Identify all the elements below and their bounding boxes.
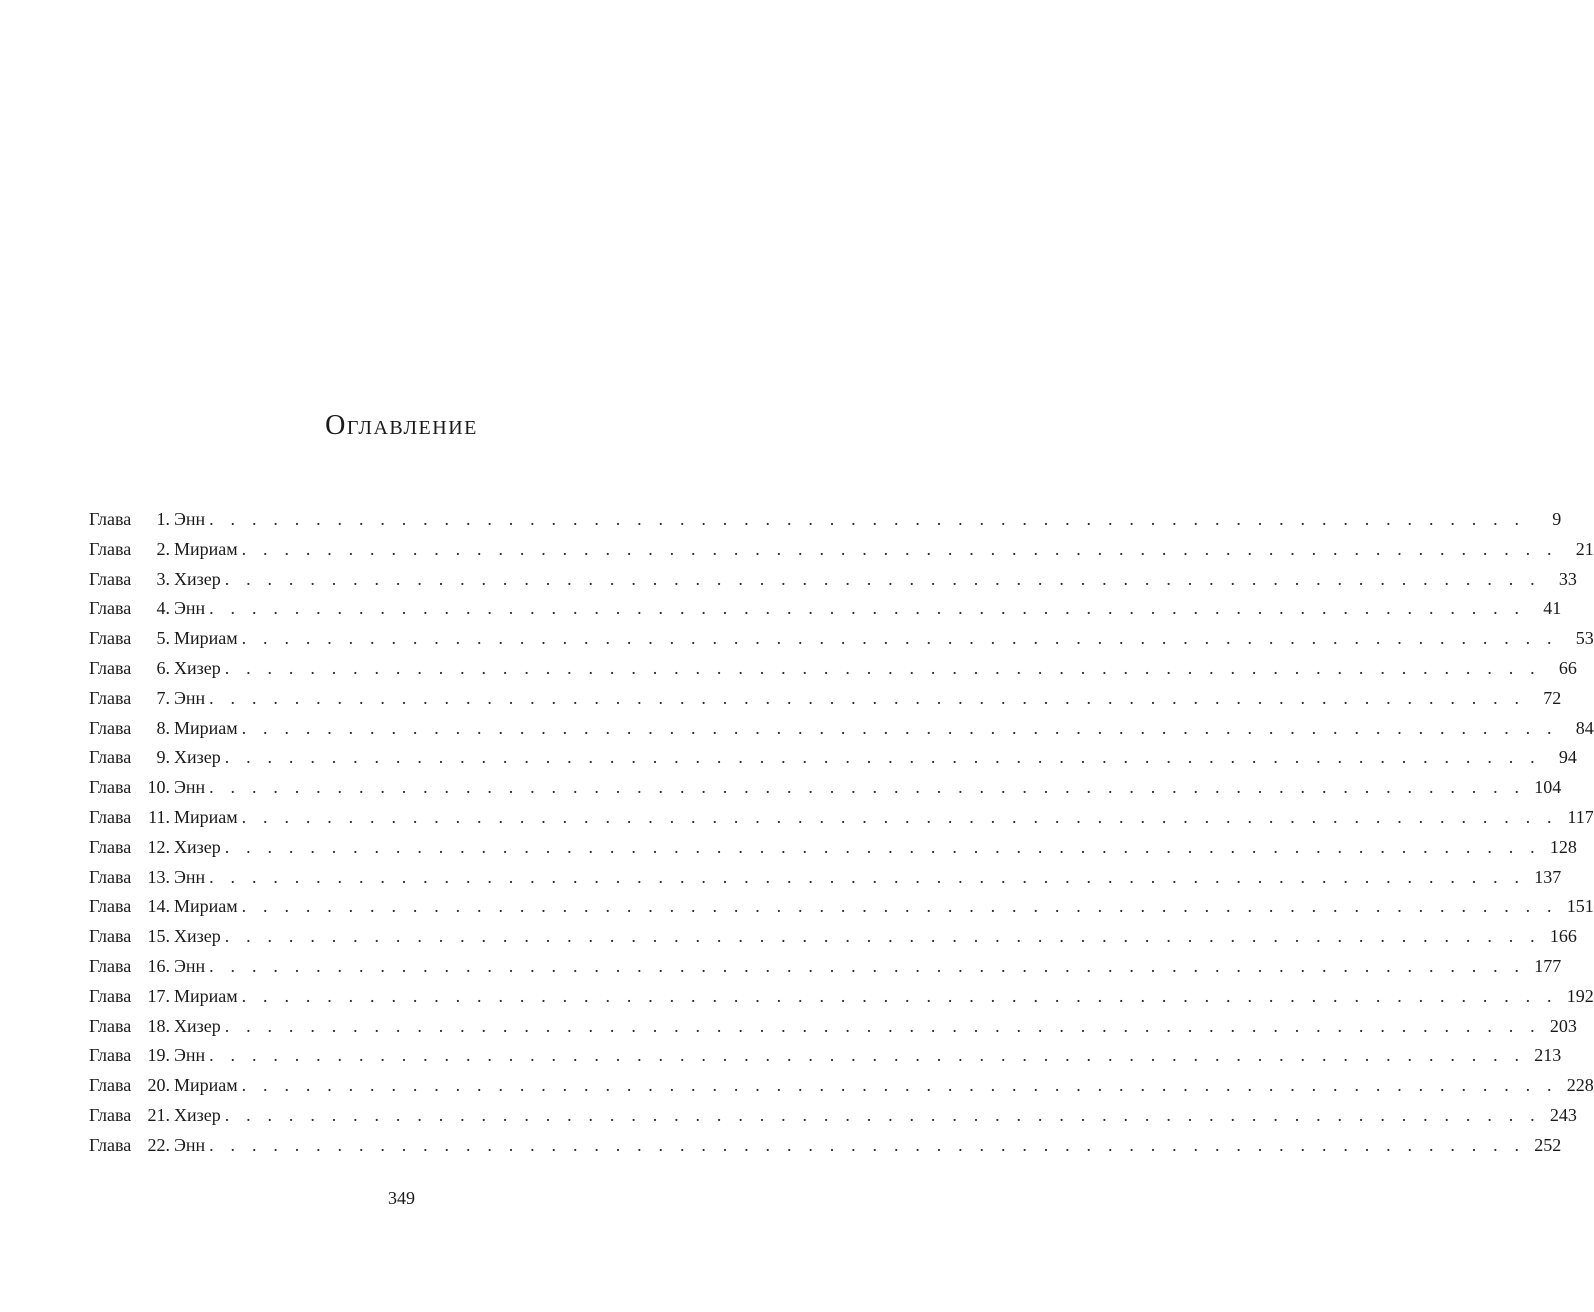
chapter-word: Глава bbox=[89, 1134, 132, 1155]
toc-entry[interactable] bbox=[89, 952, 1562, 982]
dot-leader: . . . . . . . . . . . . . . . . . . . . . . . . . . . . . . . . . . . . . . . . . . . . . . . . . . . . . . . . . . . . . . bbox=[209, 1045, 1526, 1066]
chapter-page-number: 21 bbox=[1575, 538, 1594, 559]
toc-entry[interactable] bbox=[89, 1131, 1562, 1161]
dot-leader: . . . . . . . . . . . . . . . . . . . . . . . . . . . . . . . . . . . . . . . . . . . . . . . . . . . . . . . . . . . . . . bbox=[209, 509, 1526, 529]
toc-entry[interactable] bbox=[89, 803, 1594, 833]
chapter-page-number: 203 bbox=[1549, 1015, 1577, 1036]
chapter-title: Энн bbox=[174, 598, 206, 619]
chapter-word: Глава bbox=[89, 509, 132, 529]
page-number: 349 bbox=[388, 1188, 415, 1208]
dot-leader: . . . . . . . . . . . . . . . . . . . . . . . . . . . . . . . . . . . . . . . . . . . . . . . . . . . . . . . . . . . . . . bbox=[224, 568, 1541, 589]
chapter-title: Мириам bbox=[174, 538, 238, 559]
chapter-number: 7. bbox=[156, 687, 170, 708]
toc-entry[interactable] bbox=[89, 892, 1594, 922]
chapter-page-number: 66 bbox=[1558, 657, 1577, 678]
chapter-page-number: 84 bbox=[1575, 717, 1594, 738]
chapter-number: 9. bbox=[156, 747, 170, 768]
chapter-number: 16. bbox=[147, 955, 170, 976]
chapter-title: Хизер bbox=[174, 568, 221, 589]
chapter-number: 22. bbox=[147, 1134, 170, 1155]
chapter-title: Хизер bbox=[174, 836, 221, 857]
chapter-title: Энн bbox=[174, 955, 206, 976]
dot-leader: . . . . . . . . . . . . . . . . . . . . . . . . . . . . . . . . . . . . . . . . . . . . . . . . . . . . . . . . . . . . . . bbox=[224, 1104, 1541, 1125]
chapter-word: Глава bbox=[89, 1104, 132, 1125]
dot-leader: . . . . . . . . . . . . . . . . . . . . . . . . . . . . . . . . . . . . . . . . . . . . . . . . . . . . . . . . . . . . . . bbox=[241, 1075, 1558, 1096]
chapter-number: 6. bbox=[156, 657, 170, 678]
chapter-word: Глава bbox=[89, 866, 132, 887]
chapter-page-number: 137 bbox=[1534, 866, 1562, 887]
dot-leader: . . . . . . . . . . . . . . . . . . . . . . . . . . . . . . . . . . . . . . . . . . . . . . . . . . . . . . . . . . . . . . bbox=[209, 777, 1526, 798]
toc-entry[interactable] bbox=[89, 505, 1562, 535]
toc-entry[interactable] bbox=[89, 565, 1577, 595]
toc-entry[interactable] bbox=[89, 863, 1562, 893]
toc-entry[interactable] bbox=[89, 624, 1594, 654]
chapter-page-number: 243 bbox=[1549, 1104, 1577, 1125]
chapter-number: 13. bbox=[147, 866, 170, 887]
dot-leader: . . . . . . . . . . . . . . . . . . . . . . . . . . . . . . . . . . . . . . . . . . . . . . . . . . . . . . . . . . . . . . bbox=[241, 985, 1558, 1006]
chapter-word: Глава bbox=[89, 568, 132, 589]
chapter-word: Глава bbox=[89, 1015, 132, 1036]
chapter-number: 17. bbox=[147, 985, 170, 1006]
dot-leader: . . . . . . . . . . . . . . . . . . . . . . . . . . . . . . . . . . . . . . . . . . . . . . . . . . . . . . . . . . . . . . bbox=[209, 866, 1526, 887]
toc-entry[interactable] bbox=[89, 654, 1577, 684]
chapter-page-number: 166 bbox=[1549, 926, 1577, 947]
dot-leader: . . . . . . . . . . . . . . . . . . . . . . . . . . . . . . . . . . . . . . . . . . . . . . . . . . . . . . . . . . . . . . bbox=[224, 926, 1541, 947]
chapter-word: Глава bbox=[89, 955, 132, 976]
chapter-page-number: 41 bbox=[1543, 598, 1562, 619]
chapter-word: Глава bbox=[89, 717, 132, 738]
chapter-title: Энн bbox=[174, 777, 206, 798]
chapter-title: Энн bbox=[174, 687, 206, 708]
dot-leader: . . . . . . . . . . . . . . . . . . . . . . . . . . . . . . . . . . . . . . . . . . . . . . . . . . . . . . . . . . . . . . bbox=[241, 806, 1558, 827]
chapter-number: 2. bbox=[156, 538, 170, 559]
dot-leader: . . . . . . . . . . . . . . . . . . . . . . . . . . . . . . . . . . . . . . . . . . . . . . . . . . . . . . . . . . . . . . bbox=[224, 747, 1541, 768]
dot-leader: . . . . . . . . . . . . . . . . . . . . . . . . . . . . . . . . . . . . . . . . . . . . . . . . . . . . . . . . . . . . . . bbox=[241, 717, 1558, 738]
chapter-word: Глава bbox=[89, 985, 132, 1006]
chapter-title: Хизер bbox=[174, 657, 221, 678]
chapter-title: Мириам bbox=[174, 896, 238, 917]
chapter-page-number: 128 bbox=[1549, 836, 1577, 857]
toc-entry[interactable] bbox=[89, 1071, 1594, 1101]
toc-entry[interactable] bbox=[89, 1012, 1577, 1042]
chapter-title: Хизер bbox=[174, 1104, 221, 1125]
toc-entry[interactable] bbox=[89, 684, 1562, 714]
chapter-title: Мириам bbox=[174, 717, 238, 738]
toc-entry[interactable] bbox=[89, 743, 1577, 773]
chapter-number: 19. bbox=[147, 1045, 170, 1066]
toc-entry[interactable] bbox=[89, 594, 1562, 624]
chapter-number: 12. bbox=[147, 836, 170, 857]
chapter-number: 10. bbox=[147, 777, 170, 798]
dot-leader: . . . . . . . . . . . . . . . . . . . . . . . . . . . . . . . . . . . . . . . . . . . . . . . . . . . . . . . . . . . . . . bbox=[241, 538, 1558, 559]
chapter-word: Глава bbox=[89, 687, 132, 708]
chapter-page-number: 228 bbox=[1566, 1075, 1594, 1096]
chapter-number: 14. bbox=[147, 896, 170, 917]
chapter-title: Хизер bbox=[174, 1015, 221, 1036]
chapter-title: Мириам bbox=[174, 806, 238, 827]
chapter-page-number: 104 bbox=[1534, 777, 1562, 798]
toc-entry[interactable] bbox=[89, 714, 1594, 744]
page-title: Оглавление bbox=[325, 410, 478, 441]
toc-entry[interactable] bbox=[89, 1041, 1562, 1071]
toc-entry[interactable] bbox=[89, 535, 1594, 565]
chapter-page-number: 213 bbox=[1534, 1045, 1562, 1066]
chapter-page-number: 117 bbox=[1567, 806, 1594, 827]
chapter-number: 3. bbox=[156, 568, 170, 589]
chapter-word: Глава bbox=[89, 538, 132, 559]
table-of-contents bbox=[89, 505, 1594, 1161]
chapter-word: Глава bbox=[89, 747, 132, 768]
chapter-word: Глава bbox=[89, 836, 132, 857]
chapter-word: Глава bbox=[89, 896, 132, 917]
dot-leader: . . . . . . . . . . . . . . . . . . . . . . . . . . . . . . . . . . . . . . . . . . . . . . . . . . . . . . . . . . . . . . bbox=[209, 598, 1526, 619]
dot-leader: . . . . . . . . . . . . . . . . . . . . . . . . . . . . . . . . . . . . . . . . . . . . . . . . . . . . . . . . . . . . . . bbox=[209, 955, 1526, 976]
toc-entry[interactable] bbox=[89, 833, 1577, 863]
chapter-number: 15. bbox=[147, 926, 170, 947]
chapter-page-number: 151 bbox=[1566, 896, 1594, 917]
chapter-page-number: 33 bbox=[1558, 568, 1577, 589]
chapter-page-number: 72 bbox=[1543, 687, 1562, 708]
chapter-title: Энн bbox=[174, 1134, 206, 1155]
toc-entry[interactable] bbox=[89, 1101, 1577, 1131]
chapter-word: Глава bbox=[89, 777, 132, 798]
chapter-word: Глава bbox=[89, 806, 132, 827]
toc-entry[interactable] bbox=[89, 922, 1577, 952]
chapter-word: Глава bbox=[89, 657, 132, 678]
chapter-title: Мириам bbox=[174, 985, 238, 1006]
dot-leader: . . . . . . . . . . . . . . . . . . . . . . . . . . . . . . . . . . . . . . . . . . . . . . . . . . . . . . . . . . . . . . bbox=[224, 657, 1541, 678]
chapter-title: Энн bbox=[174, 866, 206, 887]
chapter-title: Хизер bbox=[174, 747, 221, 768]
chapter-page-number: 192 bbox=[1566, 985, 1594, 1006]
chapter-page-number: 94 bbox=[1558, 747, 1577, 768]
toc-entry[interactable] bbox=[89, 982, 1594, 1012]
chapter-word: Глава bbox=[89, 628, 132, 649]
chapter-number: 5. bbox=[156, 628, 170, 649]
chapter-title: Энн bbox=[174, 1045, 206, 1066]
dot-leader: . . . . . . . . . . . . . . . . . . . . . . . . . . . . . . . . . . . . . . . . . . . . . . . . . . . . . . . . . . . . . . bbox=[224, 836, 1541, 857]
dot-leader: . . . . . . . . . . . . . . . . . . . . . . . . . . . . . . . . . . . . . . . . . . . . . . . . . . . . . . . . . . . . . . bbox=[209, 687, 1526, 708]
chapter-word: Глава bbox=[89, 1075, 132, 1096]
chapter-number: 11. bbox=[148, 806, 170, 827]
dot-leader: . . . . . . . . . . . . . . . . . . . . . . . . . . . . . . . . . . . . . . . . . . . . . . . . . . . . . . . . . . . . . . bbox=[241, 628, 1558, 649]
dot-leader: . . . . . . . . . . . . . . . . . . . . . . . . . . . . . . . . . . . . . . . . . . . . . . . . . . . . . . . . . . . . . . bbox=[209, 1134, 1526, 1155]
dot-leader: . . . . . . . . . . . . . . . . . . . . . . . . . . . . . . . . . . . . . . . . . . . . . . . . . . . . . . . . . . . . . . bbox=[241, 896, 1558, 917]
chapter-word: Глава bbox=[89, 926, 132, 947]
chapter-title: Мириам bbox=[174, 1075, 238, 1096]
chapter-title: Мириам bbox=[174, 628, 238, 649]
chapter-page-number: 252 bbox=[1534, 1134, 1562, 1155]
chapter-number: 18. bbox=[147, 1015, 170, 1036]
chapter-title: Энн bbox=[174, 509, 206, 529]
chapter-word: Глава bbox=[89, 598, 132, 619]
toc-entry[interactable] bbox=[89, 773, 1562, 803]
chapter-page-number: 9 bbox=[1552, 509, 1562, 529]
dot-leader: . . . . . . . . . . . . . . . . . . . . . . . . . . . . . . . . . . . . . . . . . . . . . . . . . . . . . . . . . . . . . . bbox=[224, 1015, 1541, 1036]
chapter-number: 21. bbox=[147, 1104, 170, 1125]
chapter-number: 8. bbox=[156, 717, 170, 738]
chapter-number: 4. bbox=[156, 598, 170, 619]
chapter-page-number: 53 bbox=[1575, 628, 1594, 649]
chapter-title: Хизер bbox=[174, 926, 221, 947]
chapter-number: 1. bbox=[156, 509, 170, 529]
chapter-word: Глава bbox=[89, 1045, 132, 1066]
chapter-number: 20. bbox=[147, 1075, 170, 1096]
chapter-page-number: 177 bbox=[1534, 955, 1562, 976]
